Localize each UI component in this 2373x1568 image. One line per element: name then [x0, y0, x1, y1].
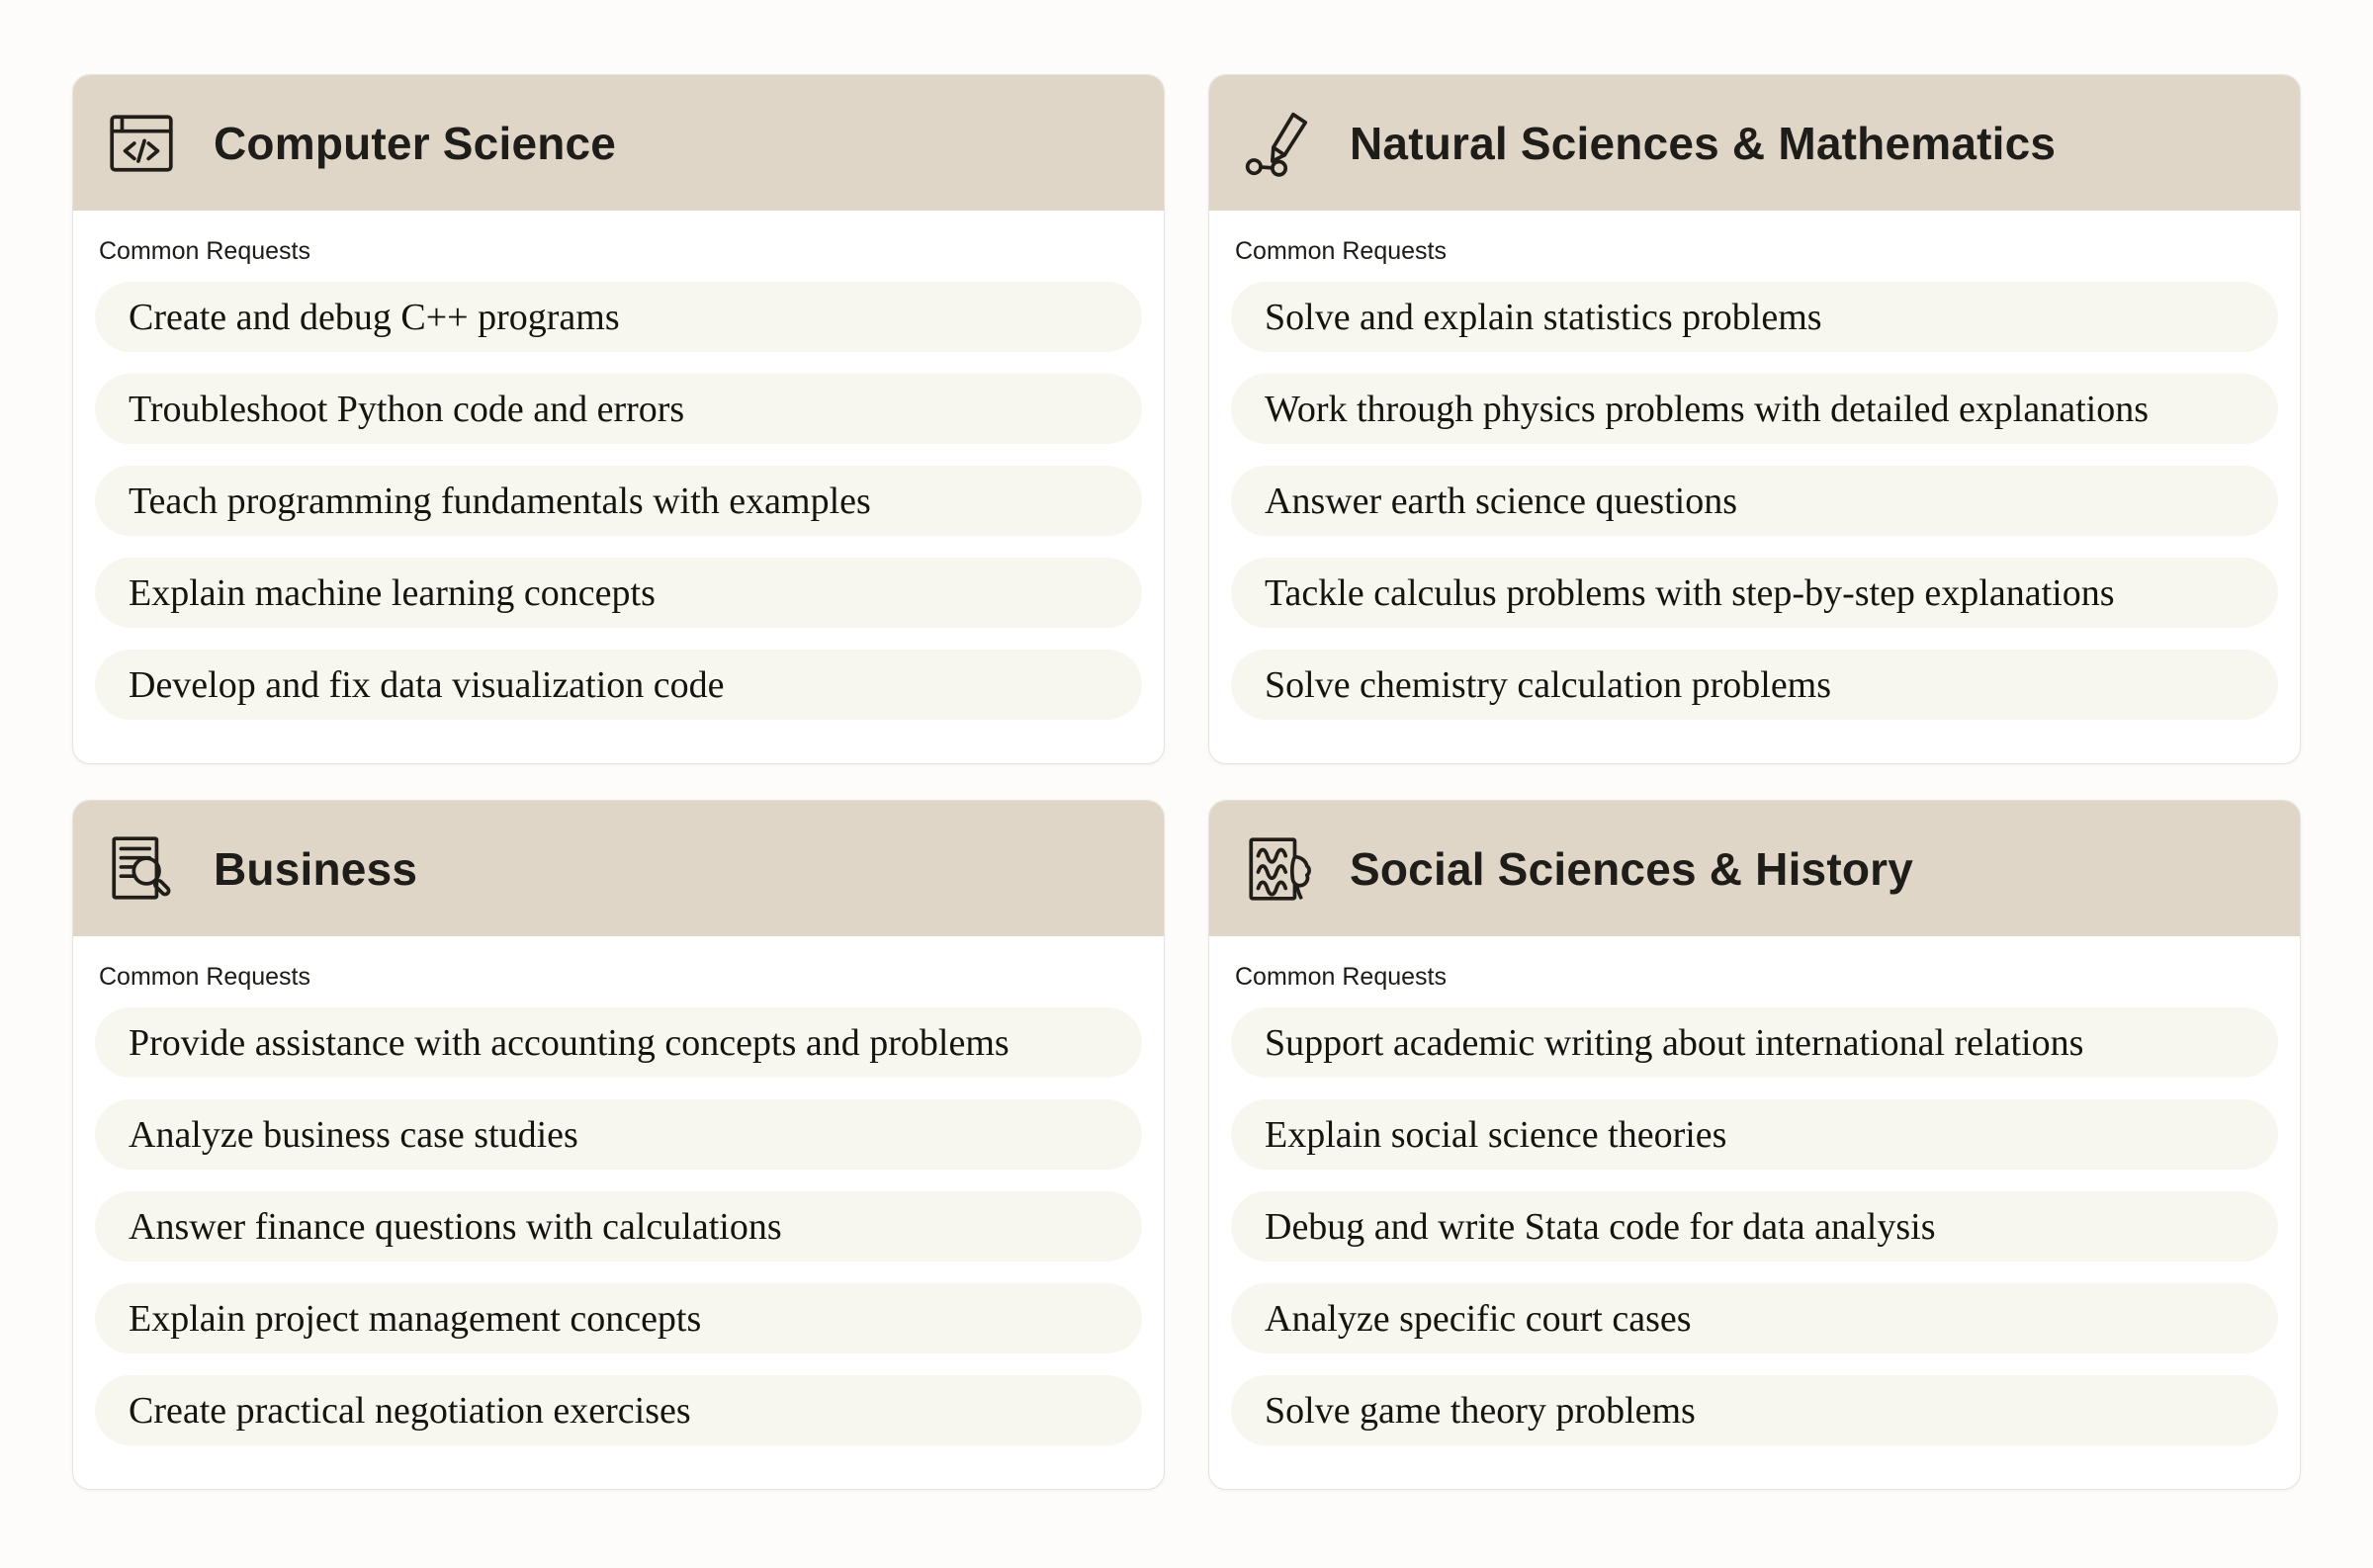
request-item[interactable]: Answer earth science questions — [1231, 466, 2278, 536]
card-computer-science — [72, 74, 1165, 764]
request-item[interactable]: Develop and fix data visualization code — [95, 650, 1142, 720]
card-title: Natural Sciences & Mathematics — [1350, 117, 2057, 169]
code-window-icon — [105, 107, 178, 180]
card-social-sciences-history — [1208, 800, 2301, 1490]
request-item[interactable]: Work through physics problems with detailed explanations — [1231, 374, 2278, 444]
request-item[interactable]: Troubleshoot Python code and errors — [95, 374, 1142, 444]
card-title: Computer Science — [214, 117, 617, 169]
request-item[interactable]: Provide assistance with accounting concepts and problems — [95, 1007, 1142, 1078]
request-item[interactable]: Explain machine learning concepts — [95, 558, 1142, 628]
card-body — [1209, 936, 2300, 1445]
document-leaf-icon — [1241, 832, 1314, 906]
common-requests-label: Common Requests — [1235, 237, 1447, 265]
document-magnifier-icon — [105, 832, 178, 906]
card-header — [73, 801, 1164, 936]
request-item[interactable]: Create and debug C++ programs — [95, 282, 1142, 352]
card-natural-sciences-mathematics — [1208, 74, 2301, 764]
request-item[interactable]: Explain social science theories — [1231, 1099, 2278, 1170]
request-item[interactable]: Explain project management concepts — [95, 1283, 1142, 1353]
card-body — [73, 211, 1164, 720]
request-item[interactable]: Solve game theory problems — [1231, 1375, 2278, 1445]
common-requests-label: Common Requests — [99, 963, 310, 991]
request-item[interactable]: Teach programming fundamentals with examples — [95, 466, 1142, 536]
card-business — [72, 800, 1165, 1490]
card-body — [73, 936, 1164, 1445]
request-item[interactable]: Create practical negotiation exercises — [95, 1375, 1142, 1445]
card-body — [1209, 211, 2300, 720]
request-item[interactable]: Analyze specific court cases — [1231, 1283, 2278, 1353]
request-item[interactable]: Tackle calculus problems with step-by-step explanations — [1231, 558, 2278, 628]
card-title: Business — [214, 842, 418, 895]
request-item[interactable]: Debug and write Stata code for data analysis — [1231, 1191, 2278, 1262]
common-requests-label: Common Requests — [99, 237, 310, 265]
request-item[interactable]: Solve and explain statistics problems — [1231, 282, 2278, 352]
common-requests-label: Common Requests — [1235, 963, 1447, 991]
card-header — [73, 75, 1164, 211]
request-item[interactable]: Solve chemistry calculation problems — [1231, 650, 2278, 720]
card-header — [1209, 801, 2300, 936]
request-item[interactable]: Support academic writing about international relations — [1231, 1007, 2278, 1078]
request-item[interactable]: Analyze business case studies — [95, 1099, 1142, 1170]
card-title: Social Sciences & History — [1350, 842, 1914, 895]
request-item[interactable]: Answer finance questions with calculations — [95, 1191, 1142, 1262]
card-header — [1209, 75, 2300, 211]
pencil-molecule-icon — [1241, 107, 1314, 180]
